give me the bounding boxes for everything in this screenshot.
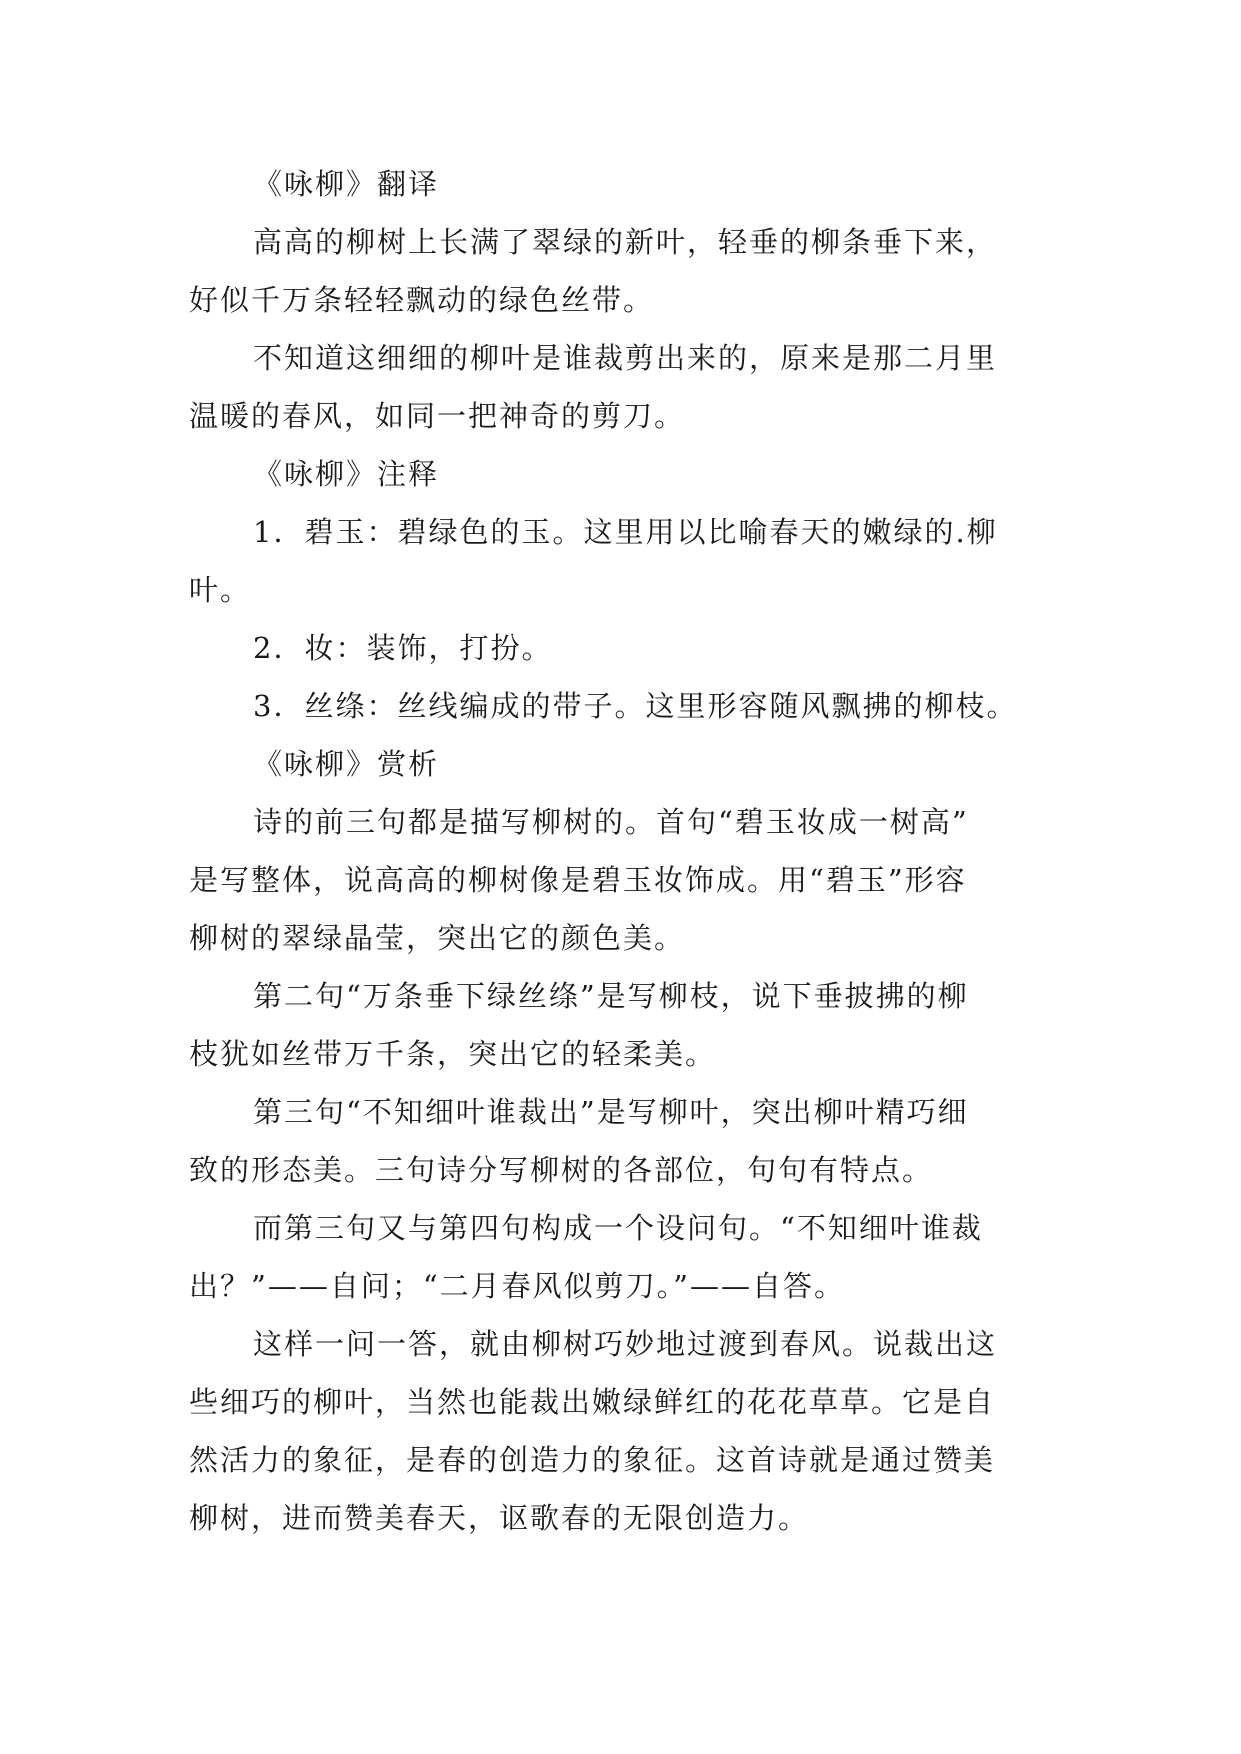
paragraph-line: 致的形态美。三句诗分写柳树的各部位，句句有特点。 [189, 1153, 934, 1187]
paragraph-line: 枝犹如丝带万千条，突出它的轻柔美。 [189, 1037, 717, 1071]
paragraph-line: 柳树，进而赞美春天，讴歌春的无限创造力。 [189, 1501, 810, 1535]
paragraph-line: 不知道这细细的柳叶是谁裁剪出来的，原来是那二月里 [253, 341, 998, 375]
paragraph-line: 而第三句又与第四句构成一个设问句。“不知细叶谁裁 [253, 1211, 983, 1245]
paragraph-line: 第二句“万条垂下绿丝绦”是写柳枝，说下垂披拂的柳 [253, 979, 969, 1013]
paragraph-line: 是写整体，说高高的柳树像是碧玉妆饰成。用“碧玉”形容 [189, 863, 967, 897]
section-heading-appreciation: 《咏柳》赏析 [253, 747, 440, 781]
note-item-cont: 叶。 [189, 573, 252, 607]
paragraph-line: 高高的柳树上长满了翠绿的新叶，轻垂的柳条垂下来， [253, 225, 998, 259]
paragraph-line: 好似千万条轻轻飘动的绿色丝带。 [189, 283, 655, 317]
section-heading-translation: 《咏柳》翻译 [253, 167, 440, 201]
note-item: 1．碧玉：碧绿色的玉。这里用以比喻春天的嫩绿的.柳 [253, 515, 998, 549]
note-item: 2．妆：装饰，打扮。 [253, 631, 553, 665]
document-body [189, 155, 1079, 1547]
paragraph-line: 诗的前三句都是描写柳树的。首句“碧玉妆成一树高” [253, 805, 969, 839]
section-heading-notes: 《咏柳》注释 [253, 457, 440, 491]
paragraph-line: 些细巧的柳叶，当然也能裁出嫩绿鲜红的花花草草。它是自 [189, 1385, 996, 1419]
note-item: 3．丝绦：丝线编成的带子。这里形容随风飘拂的柳枝。 [253, 689, 1018, 723]
paragraph-line: 柳树的翠绿晶莹，突出它的颜色美。 [189, 921, 686, 955]
paragraph-line: 第三句“不知细叶谁裁出”是写柳叶，突出柳叶精巧细 [253, 1095, 969, 1129]
paragraph-line: 然活力的象征，是春的创造力的象征。这首诗就是通过赞美 [189, 1443, 996, 1477]
paragraph-line: 出？”——自问；“二月春风似剪刀。”——自答。 [189, 1269, 845, 1303]
paragraph-line: 温暖的春风，如同一把神奇的剪刀。 [189, 399, 686, 433]
paragraph-line: 这样一问一答，就由柳树巧妙地过渡到春风。说裁出这 [253, 1327, 998, 1361]
